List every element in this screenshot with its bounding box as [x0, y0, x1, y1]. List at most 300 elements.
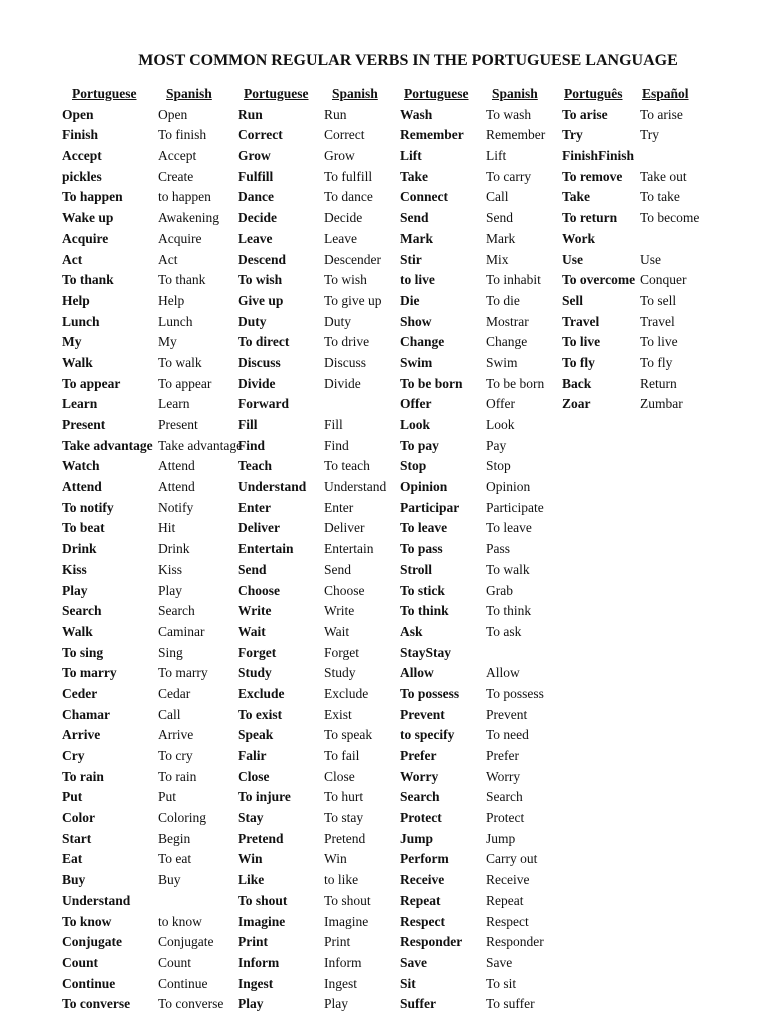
verb-cell: Participar: [400, 499, 460, 515]
verb-cell: Grow: [238, 148, 271, 164]
verb-cell: Travel: [640, 313, 675, 329]
verb-cell: To rain: [62, 768, 104, 784]
column-portuguese-2: [238, 84, 330, 1015]
verb-cell: Swim: [486, 354, 518, 370]
verb-cell: Forget: [238, 644, 277, 660]
verb-cell: Attend: [62, 479, 102, 495]
verb-cell: Stroll: [400, 561, 433, 577]
verb-cell: Learn: [158, 396, 190, 412]
column-header: Español: [642, 86, 689, 101]
verb-cell: Grow: [324, 148, 355, 164]
verb-cell: Allow: [400, 665, 434, 681]
verb-cell: Put: [62, 789, 83, 805]
verb-cell: To ask: [486, 623, 522, 639]
verb-cell: Descend: [238, 251, 286, 267]
verb-cell: To take: [640, 189, 680, 205]
verb-cell: To give up: [324, 292, 382, 308]
verb-cell: To walk: [158, 354, 202, 370]
verb-cell: Show: [400, 313, 432, 329]
verb-cell: Falir: [238, 748, 267, 763]
verb-cell: Find: [238, 437, 266, 453]
verb-cell: Understand: [238, 479, 307, 495]
verb-cell: Offer: [400, 396, 432, 412]
verb-cell: Begin: [158, 830, 191, 846]
verb-cell: Decide: [324, 210, 363, 226]
column-spanish-3: [486, 84, 564, 1015]
verb-cell: Conjugate: [62, 934, 122, 950]
verb-cell: Ceder: [62, 685, 98, 701]
verb-cell: Print: [324, 934, 351, 950]
verb-cell: Watch: [62, 458, 100, 474]
verb-cell: Zumbar: [640, 396, 683, 412]
verb-cell: Save: [400, 954, 427, 970]
verb-cell: Write: [324, 603, 355, 619]
verb-cell: Buy: [62, 872, 86, 888]
verb-cell: Send: [486, 210, 513, 226]
column-header: Spanish: [492, 86, 538, 101]
verb-cell: To arise: [562, 106, 608, 122]
verb-cell: To eat: [158, 851, 192, 867]
verb-cell: To converse: [62, 996, 131, 1012]
verb-cell: To appear: [158, 375, 212, 391]
verb-cell: Offer: [486, 396, 515, 412]
verb-cell: Chamar: [62, 706, 110, 722]
verb-cell: Accept: [158, 148, 197, 164]
verb-cell: Continue: [62, 975, 116, 991]
column-header: Portuguese: [72, 86, 137, 101]
verb-cell: Lift: [486, 148, 507, 164]
verb-cell: Count: [62, 954, 99, 970]
verb-cell: Exclude: [324, 685, 369, 701]
verb-cell: Acquire: [62, 230, 109, 246]
verb-cell: Awakening: [158, 210, 219, 226]
verb-cell: Jump: [486, 830, 516, 846]
verb-cell: To live: [640, 334, 678, 350]
verb-cell: Pay: [486, 437, 507, 453]
verb-cell: Sell: [562, 292, 584, 308]
verb-cell: To need: [486, 727, 529, 743]
verb-cell: Remember: [486, 127, 546, 143]
verb-cell: Find: [324, 437, 349, 453]
verb-cell: Count: [158, 954, 192, 970]
verb-cell: Stir: [400, 251, 422, 267]
verb-cell: Caminar: [158, 623, 205, 639]
verb-cell: Wash: [400, 106, 433, 122]
verb-cell: To sing: [62, 644, 104, 660]
verb-cell: Close: [238, 768, 270, 784]
verb-cell: Stay: [238, 810, 264, 826]
verb-cell: To carry: [486, 168, 532, 184]
verb-cell: Ingest: [324, 975, 357, 991]
verb-cell: Participate: [486, 499, 544, 515]
verb-cell: Conjugate: [158, 934, 214, 950]
verb-cell: StayStay: [400, 644, 452, 660]
verb-cell: Dance: [238, 189, 274, 205]
verb-cell: Put: [158, 789, 177, 805]
verb-cell: To stick: [400, 582, 445, 598]
verb-cell: Notify: [158, 499, 194, 515]
verb-cell: Look: [486, 417, 515, 432]
verb-cell: Lunch: [62, 313, 100, 329]
verb-cell: Forget: [324, 644, 360, 660]
verb-cell: Acquire: [158, 230, 202, 246]
verb-cell: Deliver: [238, 520, 280, 536]
verb-cell: [486, 643, 564, 664]
verb-cell: To finish: [158, 127, 207, 143]
verb-cell: Give up: [238, 292, 284, 308]
verb-cell: Arrive: [158, 727, 194, 743]
verb-cell: Send: [238, 561, 267, 577]
verb-cell: To wish: [324, 272, 367, 288]
verb-cell: to live: [400, 272, 435, 288]
verb-cell: To leave: [486, 520, 532, 536]
verb-cell: Continue: [158, 975, 208, 991]
verb-cell: Respect: [486, 913, 529, 929]
verb-cell: Leave: [324, 230, 357, 246]
verb-cell: Sing: [158, 644, 183, 660]
verb-cell: to specify: [400, 727, 455, 743]
verb-cell: Decide: [238, 210, 277, 226]
verb-cell: Take advantage: [62, 437, 153, 453]
verb-cell: Wait: [238, 623, 266, 639]
verb-cell: Attend: [158, 458, 195, 474]
verb-cell: FinishFinish: [562, 148, 635, 164]
verb-cell: Take: [562, 189, 591, 205]
verb-cell: Cedar: [158, 685, 191, 701]
verb-cell: Allow: [486, 665, 520, 681]
column-portugues-4: [562, 84, 644, 415]
verb-cell: Leave: [238, 230, 273, 246]
verb-cell: Divide: [324, 375, 361, 391]
verb-cell: Perform: [400, 851, 449, 867]
verb-cell: Print: [238, 934, 268, 950]
verb-cell: Duty: [324, 313, 351, 329]
verb-cell: Study: [238, 665, 272, 681]
verb-cell: [324, 394, 406, 415]
verb-cell: To thank: [158, 272, 206, 288]
verb-cell: Search: [486, 789, 523, 805]
column-header: Portuguese: [404, 86, 469, 101]
verb-cell: Drink: [62, 541, 97, 557]
verb-cell: To pay: [400, 437, 439, 453]
verb-cell: To remove: [562, 168, 623, 184]
verb-cell: Protect: [486, 810, 525, 826]
verb-cell: Responder: [400, 934, 463, 950]
verb-cell: To pass: [400, 541, 443, 557]
column-espanol-4: [640, 84, 720, 415]
column-spanish-1: [158, 84, 244, 1015]
verb-cell: To beat: [62, 520, 105, 536]
verb-cell: Inform: [324, 954, 362, 970]
page-title: MOST COMMON REGULAR VERBS IN THE PORTUGUESE LANGUAGE: [138, 52, 678, 69]
verb-cell: Grab: [486, 582, 513, 598]
verb-cell: Wake up: [62, 210, 114, 226]
column-portuguese-3: [400, 84, 488, 1015]
verb-cell: To thank: [62, 272, 114, 288]
verb-cell: To appear: [62, 375, 121, 391]
verb-cell: To think: [486, 603, 532, 619]
verb-cell: Respect: [400, 913, 445, 929]
verb-cell: Try: [562, 127, 583, 143]
verb-cell: Zoar: [562, 396, 591, 412]
verb-cell: Prefer: [486, 748, 519, 763]
verb-cell: to like: [324, 872, 359, 888]
verb-cell: To leave: [400, 520, 448, 536]
verb-cell: Return: [640, 375, 677, 391]
column-header: Português: [564, 86, 623, 101]
column-header: Spanish: [332, 86, 378, 101]
verb-cell: To die: [486, 292, 520, 308]
verb-cell: [158, 891, 244, 912]
verb-cell: Open: [62, 106, 94, 122]
verb-cell: Arrive: [62, 727, 101, 743]
verb-cell: Stop: [486, 458, 511, 474]
verb-cell: Save: [486, 954, 513, 970]
verb-cell: to happen: [158, 189, 211, 205]
verb-cell: Understand: [324, 479, 387, 495]
verb-cell: To return: [562, 210, 618, 226]
verb-cell: Understand: [62, 892, 131, 908]
verb-cell: Kiss: [158, 561, 183, 577]
verb-cell: Hit: [158, 520, 176, 536]
verb-cell: To be born: [486, 375, 545, 391]
verb-cell: Start: [62, 830, 92, 846]
verb-cell: Take: [400, 168, 429, 184]
verb-cell: Prevent: [400, 706, 445, 722]
verb-cell: To injure: [238, 789, 291, 805]
verb-cell: To rain: [158, 768, 197, 784]
verb-cell: Swim: [400, 354, 433, 370]
verb-cell: Repeat: [486, 892, 524, 908]
verb-cell: Change: [486, 334, 528, 350]
verb-cell: Use: [562, 251, 583, 267]
verb-cell: Play: [324, 996, 349, 1012]
verb-cell: Change: [400, 334, 445, 350]
verb-cell: Color: [62, 810, 95, 826]
verb-cell: To fail: [324, 748, 360, 763]
verb-cell: Forward: [238, 396, 289, 412]
verb-cell: Call: [158, 706, 181, 722]
verb-cell: To marry: [158, 665, 208, 681]
verb-cell: Deliver: [324, 520, 365, 536]
verb-cell: Prevent: [486, 706, 528, 722]
verb-cell: Ask: [400, 623, 423, 639]
verb-cell: To inhabit: [486, 272, 541, 288]
verb-cell: To shout: [324, 892, 371, 908]
verb-cell: Take out: [640, 168, 687, 184]
verb-cell: Jump: [400, 830, 434, 846]
verb-cell: Mark: [486, 230, 516, 246]
verb-cell: Travel: [562, 313, 600, 329]
verb-cell: Carry out: [486, 851, 538, 867]
verb-cell: To hurt: [324, 789, 364, 805]
column-header: Portuguese: [244, 86, 309, 101]
verb-cell: Conquer: [640, 272, 687, 288]
verb-cell: Opinion: [400, 479, 448, 495]
verb-cell: To overcome: [562, 272, 636, 288]
verb-cell: Choose: [238, 582, 281, 598]
verb-cell: To think: [400, 603, 449, 619]
verb-cell: Remember: [400, 127, 464, 143]
verb-cell: To wash: [486, 106, 532, 122]
verb-cell: Die: [400, 292, 420, 308]
verb-cell: Use: [640, 251, 661, 267]
verb-cell: To suffer: [486, 996, 535, 1012]
verb-cell: Inform: [238, 954, 280, 970]
verb-cell: Play: [62, 582, 88, 598]
verb-cell: To fly: [562, 354, 595, 370]
verb-cell: Close: [324, 768, 355, 784]
verb-cell: To cry: [158, 748, 193, 763]
verb-cell: Repeat: [400, 892, 441, 908]
verb-cell: Act: [158, 251, 178, 267]
verb-cell: Present: [62, 417, 106, 432]
verb-cell: Pass: [486, 541, 511, 557]
verb-cell: Prefer: [400, 748, 437, 763]
verb-cell: Like: [238, 872, 265, 888]
verb-cell: Accept: [62, 148, 102, 164]
verb-cell: Win: [324, 851, 347, 867]
verb-cell: To be born: [400, 375, 463, 391]
verb-cell: Fill: [324, 417, 343, 432]
verb-cell: Lunch: [158, 313, 193, 329]
verb-cell: Create: [158, 168, 194, 184]
verb-cell: to know: [158, 913, 202, 929]
verb-cell: Write: [238, 603, 272, 619]
verb-cell: Lift: [400, 148, 422, 164]
verb-cell: Entertain: [238, 541, 294, 557]
verb-cell: Study: [324, 665, 356, 681]
verb-cell: Fulfill: [238, 168, 274, 184]
verb-cell: Sit: [400, 975, 416, 991]
verb-cell: My: [62, 334, 82, 350]
verb-cell: Run: [324, 106, 347, 122]
verb-cell: To converse: [158, 996, 224, 1012]
verb-cell: Receive: [486, 872, 530, 888]
verb-cell: Walk: [62, 623, 93, 639]
verb-cell: To exist: [238, 706, 283, 722]
verb-cell: [640, 229, 720, 250]
verb-cell: To marry: [62, 665, 117, 681]
column-spanish-2: [324, 84, 406, 1015]
verb-cell: Enter: [324, 499, 354, 515]
verb-cell: Descender: [324, 251, 381, 267]
verb-cell: Coloring: [158, 810, 207, 826]
verb-cell: Attend: [158, 479, 195, 495]
verb-cell: To stay: [324, 810, 364, 826]
verb-cell: Present: [158, 417, 198, 432]
verb-cell: Discuss: [324, 354, 367, 370]
verb-cell: Help: [62, 292, 90, 308]
verb-cell: Teach: [238, 458, 273, 474]
verb-cell: Speak: [238, 727, 274, 743]
verb-cell: To walk: [486, 561, 530, 577]
verb-cell: Walk: [62, 354, 93, 370]
verb-cell: Look: [400, 417, 431, 432]
verb-cell: To live: [562, 334, 601, 350]
verb-cell: Mostrar: [486, 313, 529, 329]
verb-cell: Act: [62, 251, 83, 267]
column-header: Spanish: [166, 86, 212, 101]
verb-cell: To teach: [324, 458, 370, 474]
verb-cell: Imagine: [324, 913, 369, 929]
verb-cell: Pretend: [324, 830, 366, 846]
verb-cell: Fill: [238, 417, 258, 432]
verb-cell: To wish: [238, 272, 283, 288]
verb-cell: To drive: [324, 334, 370, 350]
verb-cell: Play: [238, 996, 264, 1012]
verb-cell: Eat: [62, 851, 83, 867]
verb-cell: Search: [62, 603, 102, 619]
verb-cell: Mix: [486, 251, 509, 267]
column-portuguese-1: [62, 84, 162, 1015]
verb-cell: Enter: [238, 499, 271, 515]
verb-cell: Kiss: [62, 561, 87, 577]
verb-cell: Divide: [238, 375, 276, 391]
verb-cell: To dance: [324, 189, 373, 205]
verb-cell: Search: [158, 603, 195, 619]
verb-cell: Stop: [400, 458, 427, 474]
verb-cell: pickles: [62, 168, 102, 184]
verb-cell: To sit: [486, 975, 517, 991]
verb-cell: To speak: [324, 727, 373, 743]
verb-cell: To notify: [62, 499, 114, 515]
verb-cell: Help: [158, 292, 185, 308]
verb-cell: Choose: [324, 582, 365, 598]
verb-cell: Entertain: [324, 541, 374, 557]
verb-cell: Discuss: [238, 354, 281, 370]
verb-cell: Exclude: [238, 685, 285, 701]
verb-cell: To fulfill: [324, 168, 373, 184]
verb-cell: Worry: [486, 768, 521, 784]
verb-cell: Call: [486, 189, 509, 205]
verb-cell: Try: [640, 127, 660, 143]
verb-cell: Run: [238, 106, 263, 122]
verb-cell: Send: [324, 561, 351, 577]
verb-cell: To possess: [486, 685, 544, 701]
verb-cell: Take advantage: [158, 437, 243, 453]
verb-cell: Wait: [324, 623, 350, 639]
verb-cell: To arise: [640, 106, 683, 122]
verb-cell: Back: [562, 375, 592, 391]
verb-cell: Protect: [400, 810, 442, 826]
verb-cell: Suffer: [400, 996, 436, 1012]
verb-cell: Imagine: [238, 913, 286, 929]
verb-cell: Receive: [400, 872, 445, 888]
verb-cell: Work: [562, 230, 596, 246]
verb-cell: To become: [640, 210, 700, 226]
verb-cell: [640, 146, 720, 167]
verb-cell: Worry: [400, 768, 439, 784]
verb-cell: Duty: [238, 313, 267, 329]
verb-cell: Correct: [324, 127, 365, 143]
verb-cell: To fly: [640, 354, 673, 370]
verb-cell: To sell: [640, 292, 677, 308]
verb-cell: Send: [400, 210, 429, 226]
verb-cell: To happen: [62, 189, 123, 205]
verb-cell: Buy: [158, 872, 181, 888]
verb-cell: Search: [400, 789, 440, 805]
verb-cell: Correct: [238, 127, 283, 143]
verb-cell: Opinion: [486, 479, 531, 495]
verb-cell: Cry: [62, 748, 85, 763]
verb-cell: Drink: [158, 541, 190, 557]
verb-cell: My: [158, 334, 177, 350]
verb-cell: Mark: [400, 230, 433, 246]
verb-cell: To possess: [400, 685, 460, 701]
verb-cell: Connect: [400, 189, 448, 205]
verb-cell: To shout: [238, 892, 288, 908]
